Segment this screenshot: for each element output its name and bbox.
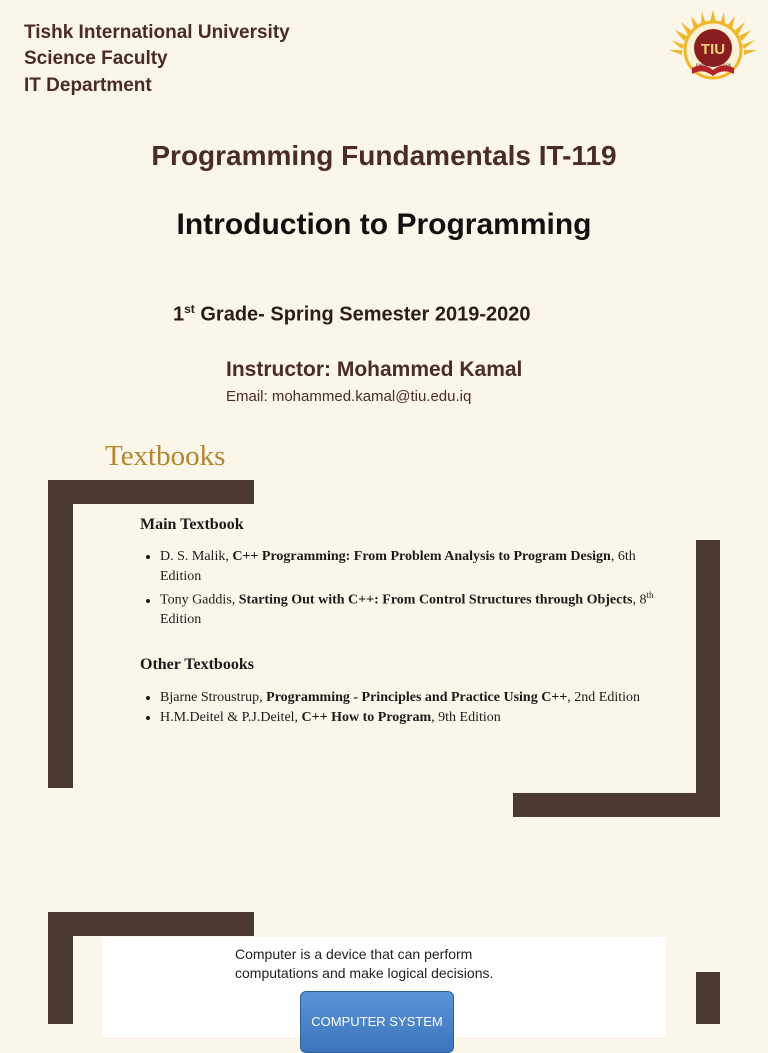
- edition-suffix: th: [646, 590, 654, 600]
- logo-year-right: 2008: [722, 62, 731, 67]
- frame-right-bar: [696, 972, 720, 1024]
- faculty-name: Science Faculty: [24, 48, 168, 69]
- computer-card: [102, 937, 666, 1037]
- semester-text: Grade- Spring Semester 2019-2020: [194, 303, 531, 326]
- book-author: Bjarne Stroustrup,: [160, 690, 267, 705]
- department-name: IT Department: [24, 75, 152, 96]
- book-author: H.M.Deitel & P.J.Deitel,: [160, 709, 302, 725]
- computer-description: [235, 945, 493, 983]
- book-author: D. S. Malik,: [160, 549, 233, 564]
- description-line: computations and make logical decisions.: [235, 965, 494, 981]
- frame-left-bar: [48, 912, 73, 1024]
- book-edition: , 8: [632, 592, 647, 608]
- book-title: Programming - Principles and Practice Using C++: [266, 690, 568, 705]
- course-subtitle: Introduction to Programming: [176, 208, 592, 241]
- list-item: [160, 708, 660, 728]
- list-item: [160, 688, 660, 708]
- course-title: Programming Fundamentals IT-119: [151, 140, 617, 171]
- instructor-email: Email: mohammed.kamal@tiu.edu.iq: [226, 388, 472, 405]
- computer-system-box: COMPUTER SYSTEM: [300, 991, 454, 1053]
- grade-number: 1: [173, 303, 185, 326]
- book-edition: , 9th Edition: [431, 709, 501, 725]
- book-title: Starting Out with C++: From Control Structures through Objects: [238, 592, 633, 608]
- logo-year-left: EMRE: [696, 62, 708, 67]
- book-edition: , 6th Edition: [160, 549, 636, 584]
- instructor-name: Instructor: Mohammed Kamal: [226, 358, 523, 381]
- description-line: Computer is a device that can perform: [235, 946, 473, 962]
- list-item: [160, 547, 660, 586]
- other-textbooks-heading: Other Textbooks: [140, 656, 254, 673]
- title-slide: [0, 0, 768, 430]
- frame-bottom-bar: [513, 793, 720, 817]
- book-author: Tony Gaddis,: [160, 592, 239, 608]
- main-textbook-heading: Main Textbook: [140, 516, 244, 533]
- book-title: C++ How to Program: [301, 709, 432, 725]
- other-textbooks-list: [140, 688, 660, 727]
- tiu-logo: [666, 8, 760, 88]
- edition-text: Edition: [160, 612, 202, 628]
- book-edition: , 2nd Edition: [567, 690, 640, 705]
- frame-top-bar: [48, 912, 254, 936]
- university-name: Tishk International University: [24, 22, 290, 43]
- grade-suffix: st: [184, 302, 195, 316]
- semester-line: [173, 302, 531, 327]
- main-textbook-list: [140, 547, 660, 630]
- book-title: C++ Programming: From Problem Analysis to Program Design: [232, 549, 611, 564]
- frame-left-bar: [48, 480, 73, 788]
- frame-top-bar: [48, 480, 254, 504]
- logo-text: TIU: [700, 41, 726, 58]
- list-item: [160, 586, 660, 630]
- frame-right-bar: [696, 540, 720, 817]
- textbooks-title: Textbooks: [105, 440, 226, 472]
